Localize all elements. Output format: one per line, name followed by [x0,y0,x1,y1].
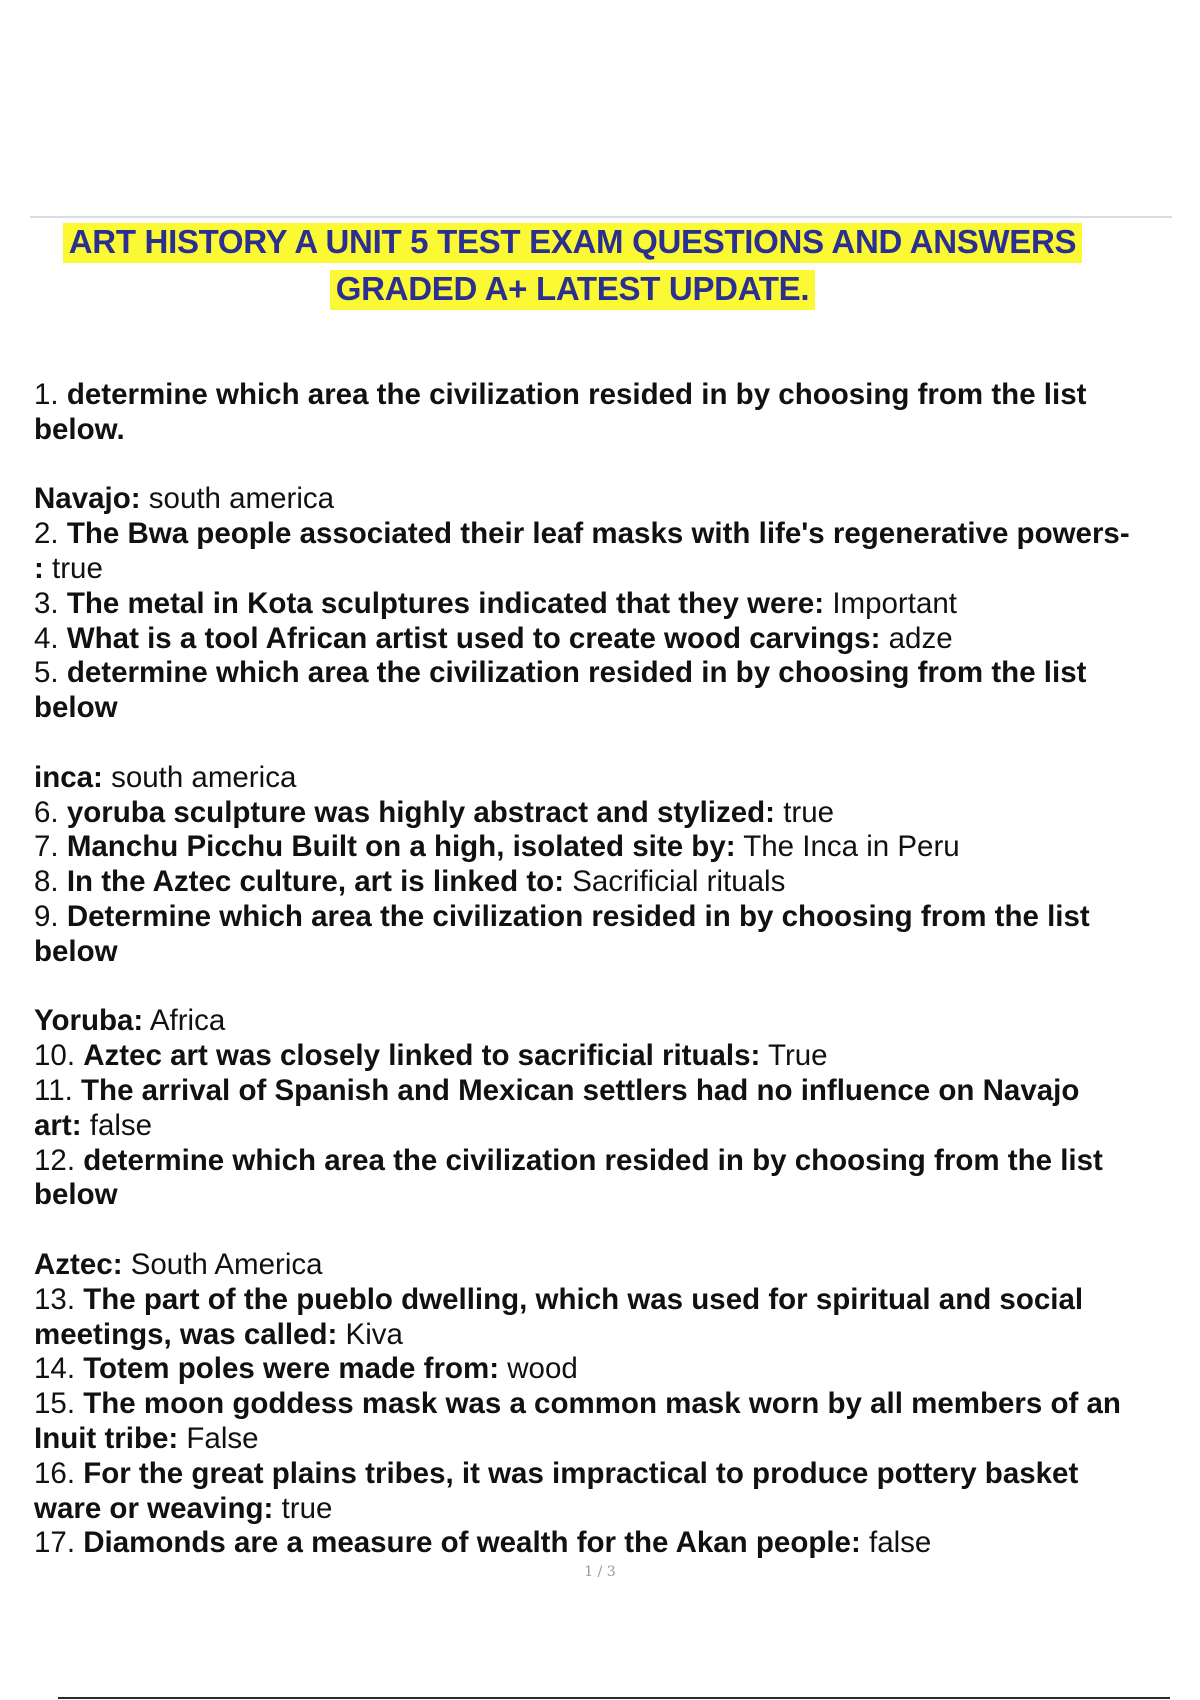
question-2-prompt: The Bwa people associated their leaf masks with life's regenerative powers- [66,517,1130,551]
answer-16: true [281,1491,333,1525]
question-1: 1. determine which area the civilization resided in by choosing from the list [34,378,1087,411]
question-3: 3. The metal in Kota sculptures indicated that they were: Important [34,586,957,620]
answer-5: inca: south america [34,760,297,794]
answer-2: true [52,551,103,585]
document-title [0,218,1145,312]
answer-8: Sacrificial rituals [572,865,786,899]
question-16: 16. For the great plains tribes, it was impractical to produce pottery basket [34,1456,1079,1490]
question-17: 17. Diamonds are a measure of wealth for the Akan people: false [34,1526,932,1560]
question-2: 2. The Bwa people associated their leaf masks with life's regenerative powers- [34,517,1130,551]
question-10: 10. Aztec art was closely linked to sacrificial rituals: True [34,1039,828,1073]
answer-3: Important [832,586,957,620]
page-number: 1 / 3 [584,1564,616,1580]
question-8: 8. In the Aztec culture, art is linked to: Sacrificial rituals [34,865,786,899]
question-1-prompt-cont: below. [34,412,125,446]
question-9: 9. Determine which area the civilization resided in by choosing from the list [34,899,1090,933]
question-11: 11. The arrival of Spanish and Mexican settlers had no influence on Navajo [34,1073,1080,1107]
question-5: 5. determine which area the civilization resided in by choosing from the list [34,656,1087,690]
answer-13: Kiva [345,1317,403,1351]
answer-10: True [768,1039,828,1073]
answer-11: false [89,1108,153,1142]
question-7: 7. Manchu Picchu Built on a high, isolated site by: The Inca in Peru [34,830,960,864]
answer-1: Navajo: south america [34,482,335,516]
question-15: 15. The moon goddess mask was a common mask worn by all members of an [34,1387,1121,1421]
answer-6: true [783,795,835,829]
answer-15: False [186,1421,259,1455]
answer-4: adze [888,621,953,655]
question-4: 4. What is a tool African artist used to create wood carvings: adze [34,621,953,655]
question-13: 13. The part of the pueblo dwelling, which was used for spiritual and social [34,1282,1084,1316]
question-6: 6. yoruba sculpture was highly abstract and stylized: true [34,795,835,829]
question-12: 12. determine which area the civilization resided in by choosing from the list [34,1143,1103,1177]
answer-7: The Inca in Peru [743,830,960,864]
question-list: 1. determine which area the civilization resided in by choosing from the list below. Navajo: south america 2. The Bwa people associated their leaf masks with life's regenerative powers- : true 3. The metal in Kota sculptures indicated that they were: Important 4. What is a tool African artist used to create wood carvings: adze 5. determine which area the civilization resided in by choosing from the list below inca: south america 6. yoruba sculpture was highly abstract and stylized: true 7. Manchu Picchu Built on a high, isolated site by: The Inca in Peru 8. In the Aztec culture, art is linked to: Sacrificial rituals 9. Determine which area the civilization resided in by choosing from the list below Yoruba: Africa 10. Aztec art was closely linked to sacrificial rituals: True 11. The arrival of Spanish and Mexican settlers had no influence on Navajo art: false 12. determine which area the civilization resided in by choosing from the list below Aztec: South America 13. The part of the pueblo dwelling, which was used for spiritual and social meetings, was called: Kiva 14. Totem poles were made from: wood 15. The moon goddess mask was a common mask worn by all members of an Inuit tribe: False 16. For the great plains tribes, it was impractical to produce pottery basket ware or weaving: true 17. Diamonds are a measure of wealth for the Akan people: false [34,378,1174,1561]
question-1-prompt: determine which area the civilization resided in by choosing from the list [66,378,1087,411]
answer-17: false [869,1526,932,1560]
answer-14: wood [507,1352,578,1386]
question-14: 14. Totem poles were made from: wood [34,1352,578,1386]
answer-9: Yoruba: Africa [34,1004,226,1038]
answer-12: Aztec: South America [34,1247,323,1281]
footer-divider [58,1697,1170,1699]
title-line-1: ART HISTORY A UNIT 5 TEST EXAM QUESTIONS AND ANSWERS [63,223,1082,263]
title-line-2: GRADED A+ LATEST UPDATE. [330,270,815,310]
